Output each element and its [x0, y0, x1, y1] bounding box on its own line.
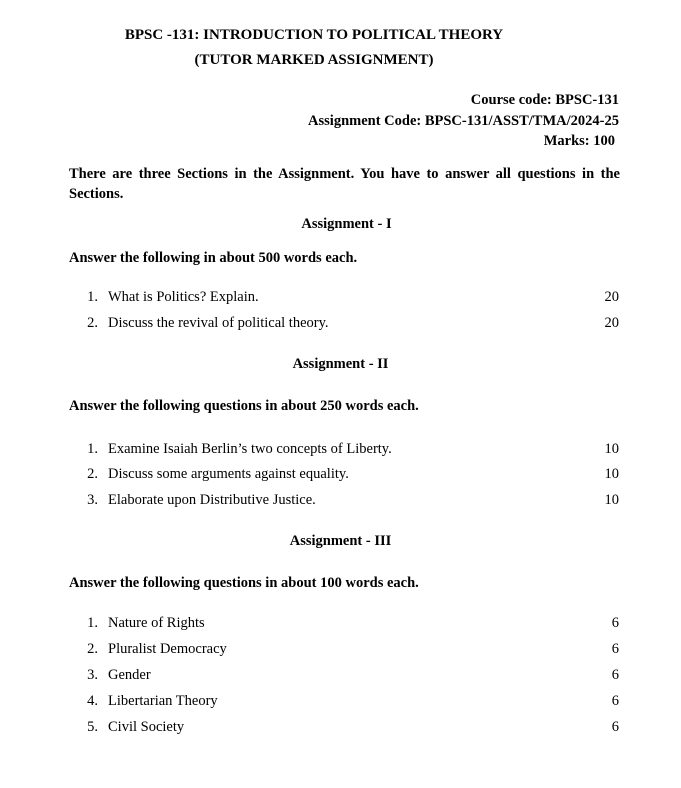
question-number: 3. [87, 667, 98, 683]
question-row [84, 615, 620, 635]
question-row [84, 693, 620, 713]
question-text: Discuss the revival of political theory. [108, 315, 329, 331]
course-code: Course code: BPSC-131 [470, 92, 619, 108]
question-marks: 6 [611, 641, 619, 657]
question-row [84, 466, 620, 486]
question-marks: 6 [611, 719, 619, 735]
question-number: 4. [87, 693, 98, 709]
intro-text: There are three Sections in the Assignment. You have to answer all questions in the Sections. [69, 166, 620, 202]
document-subtitle: (TUTOR MARKED ASSIGNMENT) [194, 52, 434, 68]
question-marks: 6 [611, 615, 619, 631]
question-text: Elaborate upon Distributive Justice. [108, 492, 316, 508]
question-row [84, 441, 620, 461]
question-row [84, 641, 620, 661]
question-marks: 10 [604, 441, 619, 457]
section-instruction: Answer the following questions in about 100 words each. [69, 575, 419, 591]
question-row [84, 667, 620, 687]
assignment-code: Assignment Code: BPSC-131/ASST/TMA/2024-25 [308, 113, 619, 129]
section-heading: Assignment - III [289, 533, 392, 549]
question-text: Discuss some arguments against equality. [108, 466, 349, 482]
question-text: Examine Isaiah Berlin’s two concepts of Liberty. [108, 441, 392, 457]
question-marks: 20 [604, 315, 619, 331]
question-marks: 6 [611, 693, 619, 709]
question-marks: 10 [604, 492, 619, 508]
question-marks: 10 [604, 466, 619, 482]
document-title: BPSC -131: INTRODUCTION TO POLITICAL THEORY [124, 27, 504, 43]
question-number: 2. [87, 466, 98, 482]
question-text: What is Politics? Explain. [108, 289, 259, 305]
question-row [84, 289, 620, 309]
question-number: 1. [87, 289, 98, 305]
question-text: Pluralist Democracy [108, 641, 227, 657]
section-heading: Assignment - II [292, 356, 389, 372]
question-number: 2. [87, 315, 98, 331]
question-number: 5. [87, 719, 98, 735]
question-row [84, 492, 620, 512]
section-instruction: Answer the following questions in about 250 words each. [69, 398, 419, 414]
question-number: 2. [87, 641, 98, 657]
question-text: Gender [108, 667, 151, 683]
section-instruction: Answer the following in about 500 words each. [69, 250, 358, 266]
question-number: 1. [87, 441, 98, 457]
question-text: Nature of Rights [108, 615, 205, 631]
question-row [84, 315, 620, 335]
question-marks: 20 [604, 289, 619, 305]
question-number: 3. [87, 492, 98, 508]
question-text: Libertarian Theory [108, 693, 218, 709]
total-marks: Marks: 100 [543, 133, 615, 149]
question-text: Civil Society [108, 719, 185, 735]
question-marks: 6 [611, 667, 619, 683]
question-row [84, 719, 620, 739]
section-heading: Assignment - I [301, 216, 392, 232]
question-number: 1. [87, 615, 98, 631]
